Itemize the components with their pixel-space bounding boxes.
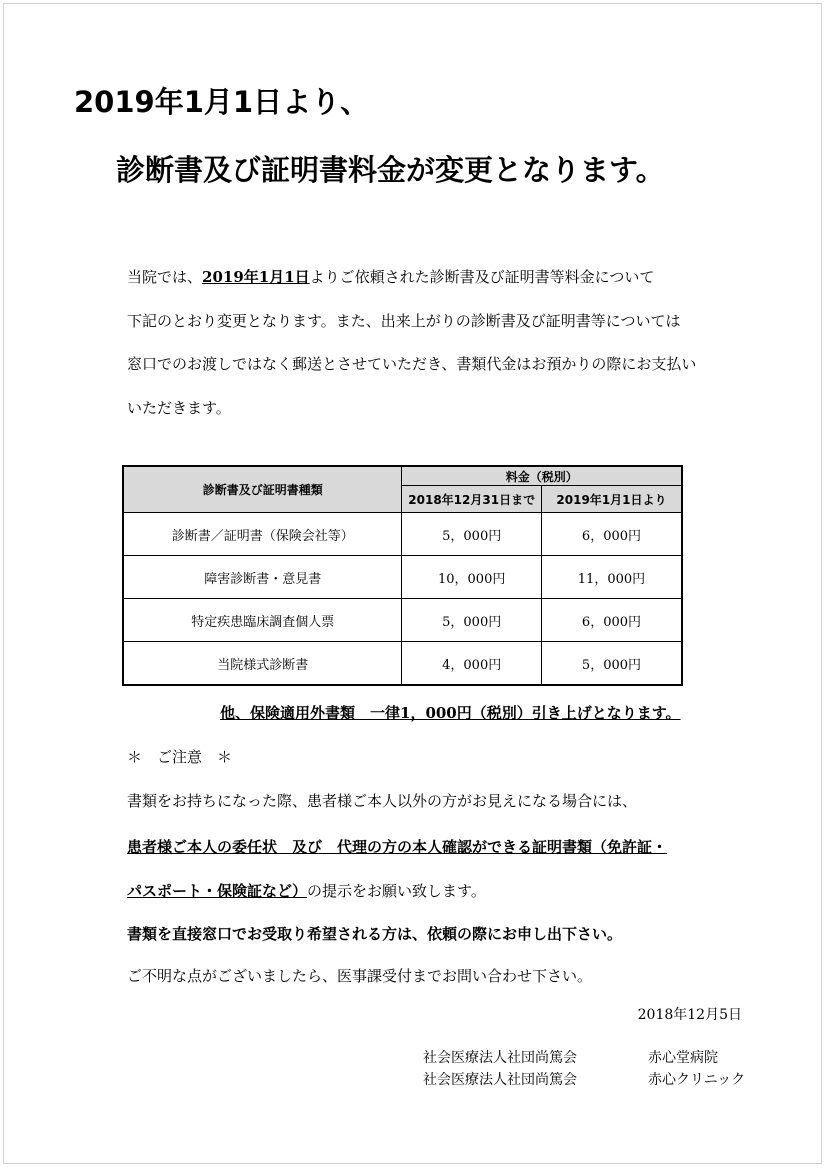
row-type: 診断書／証明書（保険会社等） xyxy=(123,513,402,556)
headline-title: 診断書及び証明書料金が変更となります。 xyxy=(116,153,665,187)
headline-date: 2019年1月1日より、 xyxy=(74,85,370,119)
row-new-fee: 5，000円 xyxy=(541,642,682,686)
caution-id-documents: パスポート・保険証など） xyxy=(127,882,308,900)
caution-line-1: 書類をお持ちになった際、患者様ご本人以外の方がお見えになる場合には、 xyxy=(127,792,638,810)
org-facility: 赤心堂病院 xyxy=(648,1050,718,1066)
issue-date: 2018年12月5日 xyxy=(637,1007,742,1023)
intro-line-2: 下記のとおり変更となります。また、出来上がりの診断書及び証明書等については xyxy=(127,311,681,330)
caution-heading: ＊ ご注意 ＊ xyxy=(127,748,233,766)
intro-date: 2019年1月1日 xyxy=(202,268,310,286)
table-row xyxy=(123,642,682,686)
intro-text: 当院では、 xyxy=(127,268,203,286)
row-type: 当院様式診断書 xyxy=(123,642,402,686)
header-new-fee: 2019年1月1日より xyxy=(541,486,682,513)
header-old-fee: 2018年12月31日まで xyxy=(402,486,542,513)
org-name: 社会医療法人社団尚篤会 xyxy=(423,1072,577,1088)
table-row xyxy=(123,599,682,642)
row-old-fee: 5，000円 xyxy=(402,599,542,642)
org-name: 社会医療法人社団尚篤会 xyxy=(423,1050,577,1066)
caution-line-3 xyxy=(127,880,486,901)
header-fee: 料金（税別） xyxy=(402,466,682,486)
intro-line-3: 窓口でのお渡しではなく郵送とさせていただき、書類代金はお預かりの際にお支払い xyxy=(127,355,697,373)
row-old-fee: 4，000円 xyxy=(402,642,542,686)
caution-line-4: 書類を直接窓口でお受取り希望される方は、依頼の際にお申し出下さい。 xyxy=(127,925,623,943)
caution-line-5: ご不明な点がございましたら、医事課受付までお問い合わせ下さい。 xyxy=(127,967,593,985)
intro-paragraph xyxy=(127,256,727,430)
row-new-fee: 6，000円 xyxy=(541,513,682,556)
row-old-fee: 10，000円 xyxy=(402,556,542,599)
organization-2 xyxy=(423,1069,745,1089)
row-new-fee: 11，000円 xyxy=(541,556,682,599)
row-type: 特定疾患臨床調査個人票 xyxy=(123,599,402,642)
table-row xyxy=(123,556,682,599)
fee-table xyxy=(122,465,683,686)
intro-line-1 xyxy=(127,256,727,300)
caution-line-2: 患者様ご本人の委任状 及び 代理の方の本人確認ができる証明書類（免許証・ xyxy=(127,838,668,856)
intro-text: よりご依頼された診断書及び証明書等料金について xyxy=(309,268,655,286)
caution-text: の提示をお願い致します。 xyxy=(307,882,486,900)
header-document-type: 診断書及び証明書種類 xyxy=(123,466,402,513)
row-old-fee: 5，000円 xyxy=(402,513,542,556)
intro-line-4: いただきます。 xyxy=(127,398,231,417)
row-type: 障害診断書・意見書 xyxy=(123,556,402,599)
table-row xyxy=(123,513,682,556)
row-new-fee: 6，000円 xyxy=(541,599,682,642)
org-facility: 赤心クリニック xyxy=(648,1072,746,1088)
organization-1 xyxy=(423,1047,718,1067)
other-documents-note: 他、保険適用外書類 一律1，000円（税別）引き上げとなります。 xyxy=(220,704,681,722)
